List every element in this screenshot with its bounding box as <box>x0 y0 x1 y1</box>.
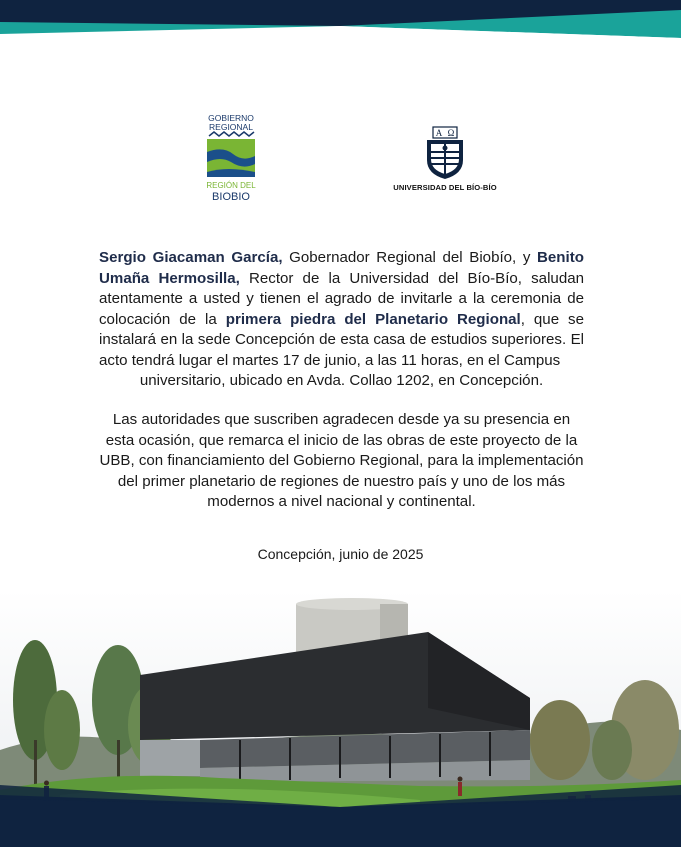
dateline: Concepción, junio de 2025 <box>257 546 424 562</box>
ubb-logo <box>385 126 505 202</box>
svg-text:Ω: Ω <box>447 128 455 138</box>
p1-text-1: Gobernador Regional del Biobío, y <box>282 249 538 266</box>
gob-logo-line3: REGIÓN DEL <box>206 181 256 190</box>
rector-name: Benito Umaña Hermosilla, <box>99 249 584 287</box>
invitation-paragraph-2: Las autoridades que suscriben agradecen desde ya su presencia en esta ocasión, que remarca el inicio de las obras de este proyecto de la UBB, con financiamiento del Gobierno Regional, para la implementación del primer planetario de regiones de nuestro país y uno de los más modernos a nivel nacional y continental. <box>99 411 584 510</box>
event-highlight: primera piedra del Planetario Regional <box>225 310 521 328</box>
governor-name: Sergio Giacaman García, <box>99 249 283 266</box>
bottom-decorative-band <box>0 777 681 847</box>
p1-text-2: Rector de la Universidad del Bío-Bío, saludan atentamente a usted y tienen el agrado de invitarle a la ceremonia de colocación de la <box>99 269 584 328</box>
p1-text-4: universitario, ubicado en Avda. Collao 1202, en Concepción. <box>139 372 544 389</box>
gobierno-regional-logo <box>203 112 259 204</box>
gob-logo-line2: REGIONAL <box>209 122 253 132</box>
gob-logo-line1: GOBIERNO <box>208 113 254 123</box>
ubb-logo-name: UNIVERSIDAD DEL BÍO-BÍO <box>393 183 497 192</box>
gob-logo-line4: BIOBIO <box>212 191 250 203</box>
svg-text:A: A <box>435 128 443 138</box>
top-decorative-band <box>0 0 681 40</box>
ubb-shield-icon <box>425 126 465 180</box>
p1-text-3: , que se instalará en la sede Concepción de esta casa de estudios superiores. El acto tendrá lugar el martes 17 de junio, a las 11 horas, en el Campus <box>99 310 584 369</box>
invitation-paragraph-1 <box>99 248 584 392</box>
